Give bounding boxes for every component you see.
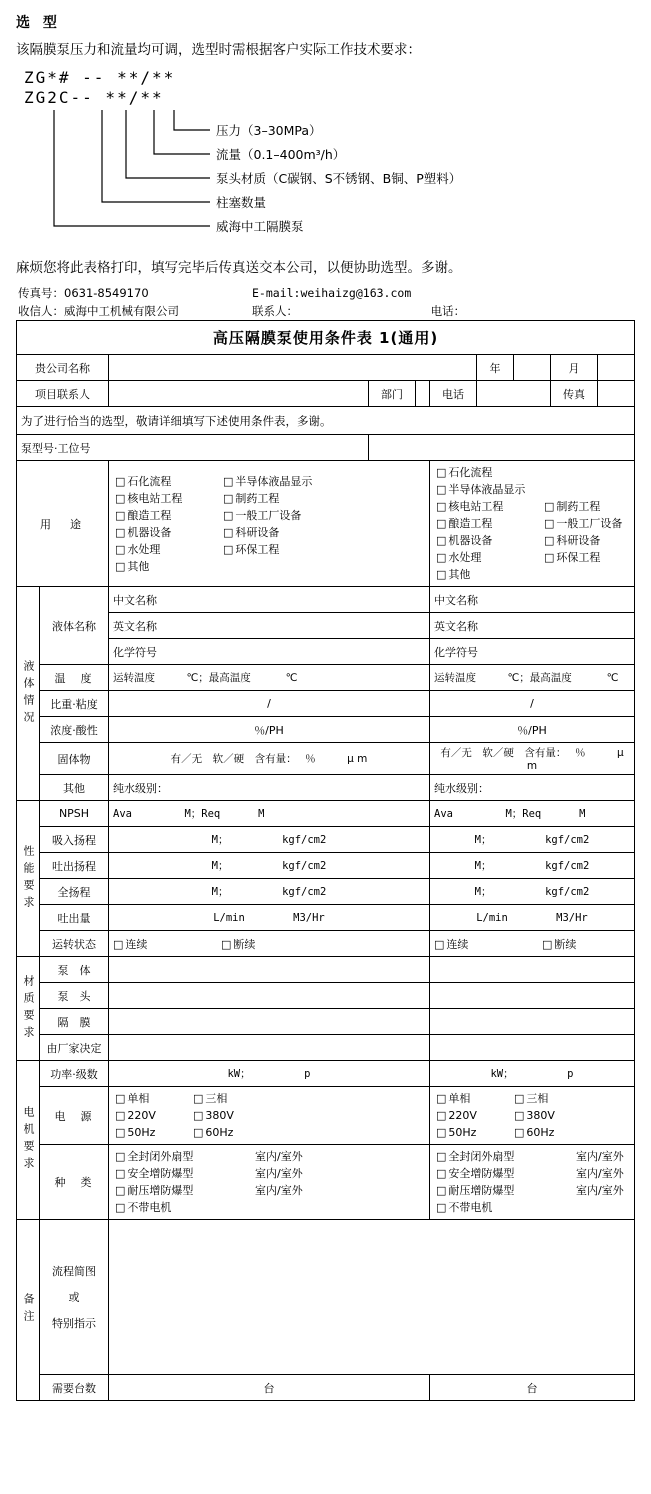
email-label: E-mail:weihaizg@163.com — [252, 286, 412, 300]
run-state-continuous-right: 连续 — [446, 937, 469, 951]
motor-type-flameproof-left: 耐压增防爆型 — [127, 1184, 194, 1197]
supply-three-right: 三相 — [526, 1092, 549, 1105]
motor-place-2-left: 室内/室外 — [255, 1167, 303, 1180]
row-run-state — [17, 931, 635, 957]
motor-type-left[interactable]: □ 全封闭外扇型 室内/室外 □ 安全增防爆型 室内/室外 □ 耐压增防爆型 室内/室外 □ 不带电机 — [109, 1145, 430, 1220]
liquid-name-en-left[interactable]: 英文名称 — [109, 613, 430, 639]
pump-body-label: 泵 体 — [40, 957, 109, 983]
use-opt-env-right: 环保工程 — [556, 551, 601, 564]
concentration-label: 浓度·酸性 — [40, 717, 109, 743]
capacity-right[interactable]: L/min M3/Hr — [430, 905, 635, 931]
use-opt-nuclear-right: 核电站工程 — [448, 500, 504, 513]
use-opt-water-right: 水处理 — [448, 551, 482, 564]
contact-person-label: 联系人： — [252, 304, 298, 318]
form-title-row — [17, 321, 635, 355]
capacity-left[interactable]: L/min M3/Hr — [109, 905, 430, 931]
solid-right[interactable]: 有／无 软／硬 含有量： ％ μ m — [430, 743, 635, 775]
temperature-label: 温 度 — [40, 665, 109, 691]
discharge-head-label: 吐出扬程 — [40, 853, 109, 879]
recipient-label: 收信人：威海中工机械有限公司 — [18, 304, 179, 318]
gravity-right[interactable]: / — [430, 691, 635, 717]
form-title: 高压隔膜泵使用条件表 1(通用) — [17, 321, 635, 355]
year-label: 年 — [477, 355, 514, 381]
pump-body-right[interactable] — [430, 957, 635, 983]
gravity-label: 比重·粘度 — [40, 691, 109, 717]
quantity-right[interactable]: 台 — [430, 1375, 635, 1401]
supply-left[interactable]: □ 单相 □ 三相 □ 220V □ 380V □ 50Hz □ 60Hz — [109, 1087, 430, 1145]
motor-type-tefc-right: 全封闭外扇型 — [448, 1150, 515, 1163]
solid-label: 固体物 — [40, 743, 109, 775]
row-total-head — [17, 879, 635, 905]
row-form-note — [17, 407, 635, 435]
use-options-right[interactable]: □ 石化流程□ 半导体液晶显示 □ 核电站工程 □ 制药工程 □ 酿造工程 □ 一般工厂设备 □ 机器设备 □ 科研设备 □ 水处理 □ 环保工程 □ 其他 — [430, 461, 635, 587]
pump-head-right[interactable] — [430, 983, 635, 1009]
supply-60hz-right: 60Hz — [526, 1126, 555, 1139]
row-contact — [17, 381, 635, 407]
remark-label-line2: 或 — [68, 1291, 80, 1304]
use-opt-machine-right: 机器设备 — [448, 534, 493, 547]
document-page — [0, 12, 651, 1419]
use-opt-brewing-left: 酿造工程 — [127, 508, 172, 522]
motor-type-increased-right: 安全增防爆型 — [448, 1167, 515, 1180]
liquid-name-en-right[interactable]: 英文名称 — [430, 613, 635, 639]
motor-place-3-left: 室内/室外 — [255, 1184, 303, 1197]
material-section-label: 材质要求 — [17, 957, 40, 1061]
liquid-name-label: 液体名称 — [40, 587, 109, 665]
use-opt-machine-left: 机器设备 — [127, 525, 172, 539]
project-contact-label: 项目联系人 — [17, 381, 109, 407]
row-remark — [17, 1220, 635, 1375]
run-state-left[interactable]: □ 连续 □ 断续 — [109, 931, 430, 957]
discharge-head-right[interactable]: M； kgf/cm2 — [430, 853, 635, 879]
pump-head-left[interactable] — [109, 983, 430, 1009]
quantity-left[interactable]: 台 — [109, 1375, 430, 1401]
supply-50hz-left: 50Hz — [127, 1126, 156, 1139]
row-company — [17, 355, 635, 381]
tel-label: 电话 — [430, 381, 477, 407]
motor-place-2-right: 室内/室外 — [576, 1167, 624, 1180]
npsh-label: NPSH — [40, 801, 109, 827]
pump-model-label: 泵型号·工位号 — [17, 435, 369, 461]
legend-item-pressure: 压力（3–30MPa） — [216, 123, 322, 138]
month-label: 月 — [551, 355, 598, 381]
legend-item-head-material: 泵头材质（C碳钢、S不锈钢、B铜、P塑料） — [216, 171, 462, 186]
row-temperature — [17, 665, 635, 691]
npsh-right[interactable]: Ava M；Req M — [430, 801, 635, 827]
row-npsh — [17, 801, 635, 827]
use-label: 用 途 — [17, 461, 109, 587]
motor-section-label: 电机要求 — [17, 1061, 40, 1220]
pump-body-left[interactable] — [109, 957, 430, 983]
liquid-name-cn-right[interactable]: 中文名称 — [430, 587, 635, 613]
pump-model-input[interactable] — [368, 435, 634, 461]
row-power — [17, 1061, 635, 1087]
motor-type-none-left: 不带电机 — [127, 1201, 172, 1214]
fax-input[interactable] — [598, 381, 635, 407]
legend-item-brand: 威海中工隔膜泵 — [216, 219, 304, 234]
supply-220-left: 220V — [127, 1109, 156, 1122]
supply-single-right: 单相 — [448, 1092, 471, 1105]
motor-place-1-right: 室内/室外 — [576, 1150, 624, 1163]
print-notice: 麻烦您将此表格打印，填写完毕后传真送交本公司，以便协助选型。多谢。 — [16, 260, 462, 276]
concentration-left[interactable]: ％/PH — [109, 717, 430, 743]
year-input[interactable] — [514, 355, 551, 381]
remark-section-label: 备注 — [17, 1220, 40, 1401]
motor-place-1-left: 室内/室外 — [255, 1150, 303, 1163]
use-opt-petro-left: 石化流程 — [127, 474, 172, 488]
row-motor-type — [17, 1145, 635, 1220]
run-state-label: 运转状态 — [40, 931, 109, 957]
legend-item-plunger-count: 柱塞数量 — [216, 195, 267, 210]
npsh-left[interactable]: Ava M；Req M — [109, 801, 430, 827]
row-suction-head — [17, 827, 635, 853]
by-manufacturer-right[interactable] — [430, 1035, 635, 1061]
row-liquid-other — [17, 775, 635, 801]
liquid-section-label: 液体情况 — [17, 587, 40, 801]
motor-type-flameproof-right: 耐压增防爆型 — [448, 1184, 515, 1197]
total-head-label: 全扬程 — [40, 879, 109, 905]
remark-drawing-area[interactable] — [109, 1220, 635, 1375]
motor-type-tefc-left: 全封闭外扇型 — [127, 1150, 194, 1163]
model-code-line-2: ZG2C-- **/** — [24, 88, 164, 107]
motor-type-none-right: 不带电机 — [448, 1201, 493, 1214]
use-opt-other-left: 其他 — [127, 559, 150, 573]
total-head-left[interactable]: M； kgf/cm2 — [109, 879, 430, 905]
quantity-label: 需要台数 — [40, 1375, 109, 1401]
diaphragm-right[interactable] — [430, 1009, 635, 1035]
power-right[interactable]: kW； p — [430, 1061, 635, 1087]
run-state-intermittent-right: 断续 — [554, 937, 577, 951]
liquid-name-cn-left[interactable]: 中文名称 — [109, 587, 430, 613]
dept-input[interactable] — [415, 381, 429, 407]
remark-label-line3: 特别指示 — [52, 1317, 96, 1330]
project-contact-input[interactable] — [109, 381, 369, 407]
use-opt-brewing-right: 酿造工程 — [448, 517, 493, 530]
remark-label — [40, 1220, 109, 1375]
fax-number-label: 传真号：0631-8549170 — [18, 286, 149, 300]
diaphragm-left[interactable] — [109, 1009, 430, 1035]
capacity-label: 吐出量 — [40, 905, 109, 931]
use-opt-research-left: 科研设备 — [235, 525, 280, 539]
supply-right[interactable]: □ 单相 □ 三相 □ 220V □ 380V □ 50Hz □ 60Hz — [430, 1087, 635, 1145]
power-label: 功率·级数 — [40, 1061, 109, 1087]
legend-item-flow: 流量（0.1–400m³/h） — [216, 147, 346, 162]
discharge-head-left[interactable]: M； kgf/cm2 — [109, 853, 430, 879]
row-supply — [17, 1087, 635, 1145]
solid-left[interactable]: 有／无 软／硬 含有量： ％ μ m — [109, 743, 430, 775]
suction-head-left[interactable]: M； kgf/cm2 — [109, 827, 430, 853]
model-legend — [24, 108, 651, 240]
use-opt-petro-right: 石化流程 — [448, 466, 493, 479]
power-left[interactable]: kW； p — [109, 1061, 430, 1087]
row-use — [17, 461, 635, 587]
pump-head-label: 泵 头 — [40, 983, 109, 1009]
model-code-line-1: ZG*# -- **/** — [24, 68, 176, 87]
motor-type-label: 种 类 — [40, 1145, 109, 1220]
page-title: 选 型 — [16, 15, 61, 31]
company-name-input[interactable] — [109, 355, 477, 381]
company-name-label: 贵公司名称 — [17, 355, 109, 381]
row-diaphragm — [17, 1009, 635, 1035]
row-pump-model — [17, 435, 635, 461]
dept-label: 部门 — [368, 381, 415, 407]
supply-220-right: 220V — [448, 1109, 477, 1122]
motor-type-right[interactable]: □ 全封闭外扇型 室内/室外 □ 安全增防爆型 室内/室外 □ 耐压增防爆型 室内/室外 □ 不带电机 — [430, 1145, 635, 1220]
by-manufacturer-left[interactable] — [109, 1035, 430, 1061]
liquid-formula-right[interactable]: 化学符号 — [430, 639, 635, 665]
supply-single-left: 单相 — [127, 1092, 150, 1105]
use-opt-pharma-left: 制药工程 — [235, 491, 280, 505]
suction-head-right[interactable]: M； kgf/cm2 — [430, 827, 635, 853]
supply-50hz-right: 50Hz — [448, 1126, 477, 1139]
supply-380-right: 380V — [526, 1109, 555, 1122]
row-pump-head — [17, 983, 635, 1009]
tel-input[interactable] — [477, 381, 551, 407]
model-code-block — [24, 68, 651, 108]
row-capacity — [17, 905, 635, 931]
row-pump-body — [17, 957, 635, 983]
fax-label: 传真 — [551, 381, 598, 407]
run-state-continuous-left: 连续 — [125, 937, 148, 951]
supply-label: 电 源 — [40, 1087, 109, 1145]
phone-label: 电话： — [430, 304, 466, 318]
temperature-left[interactable]: 运转温度 ℃；最高温度 ℃ — [109, 665, 430, 691]
diaphragm-label: 隔 膜 — [40, 1009, 109, 1035]
suction-head-label: 吸入扬程 — [40, 827, 109, 853]
use-opt-water-left: 水处理 — [127, 542, 161, 556]
supply-60hz-left: 60Hz — [205, 1126, 234, 1139]
use-opt-semicon-right: 半导体液晶显示 — [448, 483, 526, 496]
form-note: 为了进行恰当的选型，敬请详细填写下述使用条件表，多谢。 — [17, 407, 635, 435]
use-opt-nuclear-left: 核电站工程 — [127, 491, 183, 505]
concentration-right[interactable]: ％/PH — [430, 717, 635, 743]
use-opt-factory-right: 一般工厂设备 — [556, 517, 623, 530]
month-input[interactable] — [598, 355, 635, 381]
liquid-other-left[interactable]: 纯水级别： — [109, 775, 430, 801]
gravity-left[interactable]: / — [109, 691, 430, 717]
use-options-left[interactable]: □ 石化流程 □ 半导体液晶显示 □ 核电站工程 □ 制药工程 □ 酿造工程 □ 一般工厂设备 □ 机器设备 □ 科研设备 □ 水处理 □ 环保工程 □ 其他 — [109, 461, 430, 587]
row-concentration — [17, 717, 635, 743]
liquid-formula-left[interactable]: 化学符号 — [109, 639, 430, 665]
row-discharge-head — [17, 853, 635, 879]
by-manufacturer-label: 由厂家决定 — [40, 1035, 109, 1061]
use-opt-research-right: 科研设备 — [556, 534, 601, 547]
contact-header — [16, 284, 635, 320]
use-opt-other-right: 其他 — [448, 568, 471, 581]
liquid-other-label: 其他 — [40, 775, 109, 801]
temperature-right[interactable]: 运转温度 ℃；最高温度 ℃ — [430, 665, 635, 691]
use-opt-factory-left: 一般工厂设备 — [235, 508, 302, 522]
total-head-right[interactable]: M； kgf/cm2 — [430, 879, 635, 905]
motor-place-3-right: 室内/室外 — [576, 1184, 624, 1197]
use-opt-semicon-left: 半导体液晶显示 — [235, 474, 313, 488]
run-state-right[interactable]: □ 连续 □ 断续 — [430, 931, 635, 957]
row-by-manufacturer — [17, 1035, 635, 1061]
row-quantity — [17, 1375, 635, 1401]
row-liquid-name-en — [17, 613, 635, 639]
row-liquid-formula — [17, 639, 635, 665]
row-solid — [17, 743, 635, 775]
supply-three-left: 三相 — [205, 1092, 228, 1105]
row-liquid-name-cn — [17, 587, 635, 613]
use-opt-pharma-right: 制药工程 — [556, 500, 601, 513]
performance-section-label: 性能要求 — [17, 801, 40, 957]
remark-label-line1: 流程简图 — [52, 1265, 96, 1278]
run-state-intermittent-left: 断续 — [233, 937, 256, 951]
supply-380-left: 380V — [205, 1109, 234, 1122]
row-gravity — [17, 691, 635, 717]
liquid-other-right[interactable]: 纯水级别： — [430, 775, 635, 801]
page-subtitle: 该隔膜泵压力和流量均可调，选型时需根据客户实际工作技术要求： — [16, 42, 421, 58]
use-opt-env-left: 环保工程 — [235, 542, 280, 556]
conditions-form — [16, 320, 635, 1401]
motor-type-increased-left: 安全增防爆型 — [127, 1167, 194, 1180]
